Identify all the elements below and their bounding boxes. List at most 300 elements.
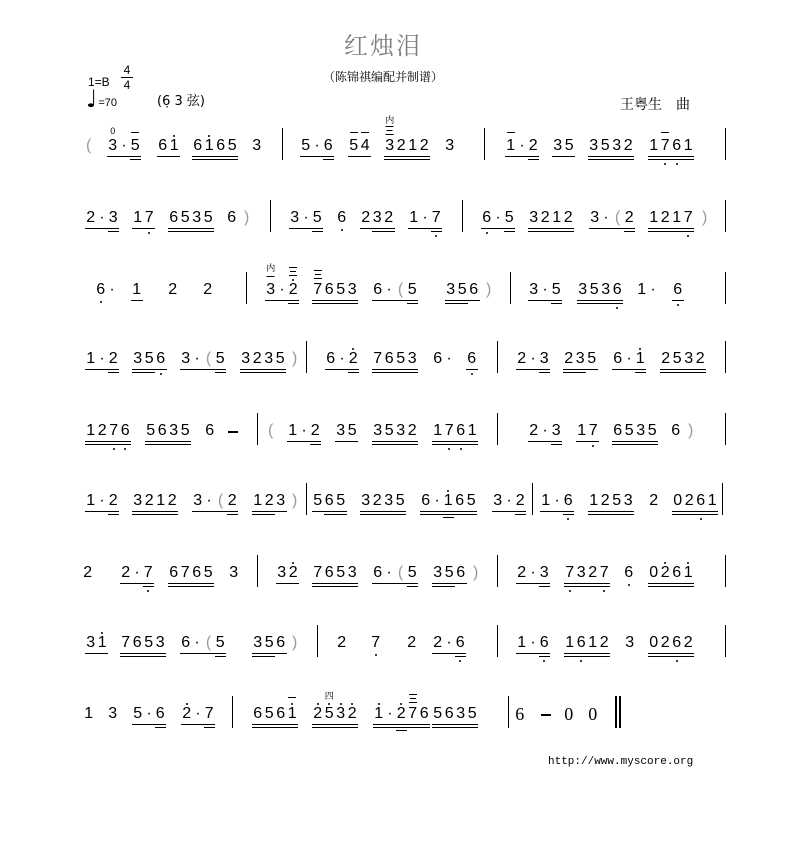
duration-underline	[119, 156, 130, 157]
duration-underline	[252, 727, 264, 728]
low-octave-dot	[664, 163, 666, 165]
duration-underline	[611, 514, 623, 515]
augmentation-dot: ·	[517, 137, 528, 155]
note: 1	[169, 137, 181, 155]
note: 5	[624, 422, 636, 440]
duration-underline	[695, 372, 707, 373]
high-octave-dot	[378, 703, 380, 705]
note: 2	[528, 422, 540, 440]
duration-underline	[155, 656, 167, 657]
duration-underline	[396, 727, 408, 728]
duration-underline	[287, 441, 299, 442]
duration-underline	[263, 372, 275, 373]
duration-underline	[396, 730, 408, 731]
duration-underline	[552, 156, 564, 157]
duration-underline	[383, 514, 395, 515]
low-octave-dot	[148, 232, 150, 234]
note-group	[107, 126, 141, 155]
duration-underline	[108, 372, 120, 373]
note-group	[192, 492, 238, 510]
duration-underline	[180, 441, 192, 442]
duration-underline	[539, 369, 551, 370]
duration-underline	[587, 656, 599, 657]
finger-3-mark	[289, 267, 297, 276]
note-group	[83, 705, 95, 723]
duration-underline	[360, 514, 372, 515]
note-group	[672, 281, 684, 299]
duration-underline	[85, 228, 97, 229]
duration-underline	[624, 228, 636, 229]
duration-underline	[85, 441, 97, 442]
duration-underline	[493, 228, 504, 229]
fingering-annotation	[507, 129, 515, 136]
note: 7	[108, 422, 120, 440]
note-group	[481, 209, 515, 227]
duration-underline	[528, 369, 539, 370]
duration-underline	[624, 444, 636, 445]
note: 5	[312, 492, 324, 510]
duration-underline	[132, 514, 144, 515]
duration-underline	[612, 300, 624, 301]
augmentation-dot: ·	[446, 350, 452, 367]
note: 1	[373, 705, 385, 723]
duration-underline	[612, 441, 624, 442]
duration-underline	[143, 583, 155, 584]
note: 1	[648, 209, 660, 227]
duration-underline	[564, 653, 576, 654]
duration-underline	[395, 441, 407, 442]
duration-underline	[192, 653, 203, 654]
duration-underline	[457, 300, 469, 301]
note-group	[516, 634, 550, 652]
note: 5	[564, 137, 576, 155]
note: 3	[455, 705, 467, 723]
barline	[484, 128, 485, 160]
duration-underline	[586, 369, 598, 370]
note-group	[466, 350, 478, 368]
note: 7	[444, 422, 456, 440]
note: 2	[660, 634, 672, 652]
note: 3	[252, 634, 264, 652]
note: 5	[312, 209, 324, 227]
duration-underline	[264, 653, 276, 654]
note: 5	[215, 350, 227, 368]
low-octave-dot	[471, 373, 473, 375]
note: 2	[372, 492, 384, 510]
high-octave-dot	[317, 703, 319, 705]
note: 3	[575, 350, 587, 368]
duration-underline	[467, 444, 479, 445]
note: 3	[360, 492, 372, 510]
duration-underline	[264, 511, 276, 512]
duration-underline	[481, 228, 493, 229]
duration-underline	[324, 583, 336, 584]
note: 6	[419, 705, 431, 723]
duration-underline	[432, 586, 444, 587]
note-group	[192, 137, 238, 155]
note: 2	[347, 705, 359, 723]
note: 3	[552, 137, 564, 155]
note: 7	[372, 350, 384, 368]
duration-underline	[444, 441, 456, 442]
augmentation-dot: ·	[493, 209, 504, 227]
repeat-close-paren: )	[473, 564, 479, 581]
finger-1-mark	[267, 276, 275, 277]
duration-underline	[576, 656, 588, 657]
note-group	[132, 350, 167, 368]
note-group	[528, 209, 574, 227]
duration-underline	[312, 511, 324, 512]
duration-underline	[623, 514, 635, 515]
duration-underline	[454, 511, 466, 512]
duration-underline	[108, 444, 120, 445]
augmentation-dot: ·	[385, 705, 396, 723]
augmentation-dot: ·	[97, 350, 108, 368]
duration-underline	[660, 228, 672, 229]
note-group	[132, 209, 155, 227]
note: 2	[396, 137, 408, 155]
duration-underline	[419, 156, 431, 157]
augmentation-dot: ·	[204, 492, 215, 510]
duration-underline	[348, 369, 360, 370]
note-group	[589, 209, 635, 227]
duration-underline	[504, 231, 516, 232]
note: 2	[348, 350, 360, 368]
duration-underline	[275, 653, 287, 654]
note: 6	[515, 704, 525, 724]
note: 1	[505, 137, 517, 155]
duration-underline	[407, 586, 419, 587]
note: 1	[588, 492, 600, 510]
note: 2	[660, 350, 672, 368]
duration-underline	[588, 514, 600, 515]
note-group	[588, 137, 634, 155]
duration-underline	[455, 583, 467, 584]
duration-underline	[145, 441, 157, 442]
duration-underline	[576, 583, 588, 584]
note: 1	[467, 422, 479, 440]
note: 3	[276, 564, 288, 582]
barline	[257, 555, 258, 587]
duration-underline	[265, 300, 277, 301]
duration-underline	[130, 156, 142, 157]
duration-underline	[684, 511, 696, 512]
fingering-annotation	[289, 266, 297, 277]
duration-underline	[612, 228, 624, 229]
duration-underline	[395, 300, 407, 301]
note: 0	[564, 704, 574, 724]
note-group	[514, 705, 526, 723]
note-group	[167, 281, 179, 299]
note: 3	[576, 564, 588, 582]
note-group	[265, 263, 299, 299]
note: 1	[84, 705, 94, 722]
duration-underline	[275, 724, 287, 725]
note-group	[372, 564, 418, 582]
duration-underline	[539, 656, 551, 657]
duration-underline	[695, 514, 707, 515]
duration-underline	[85, 653, 97, 654]
duration-underline	[348, 156, 360, 157]
duration-underline	[108, 228, 120, 229]
note: 2	[563, 350, 575, 368]
duration-underline	[347, 724, 359, 725]
note-group	[623, 564, 635, 582]
duration-underline	[275, 372, 287, 373]
note: 2	[312, 705, 324, 723]
duration-underline	[601, 228, 612, 229]
barline	[232, 696, 233, 728]
note: 1	[407, 137, 419, 155]
duration-underline	[203, 228, 215, 229]
note: 2	[97, 422, 109, 440]
duration-underline	[275, 369, 287, 370]
duration-underline	[635, 441, 647, 442]
note: 6	[252, 705, 264, 723]
duration-underline	[277, 300, 288, 301]
note-group	[287, 422, 321, 440]
augmentation-dot: ·	[312, 137, 323, 155]
note-group	[85, 422, 131, 440]
time-signature-bottom: 4	[123, 78, 131, 92]
duration-underline	[552, 511, 563, 512]
composer-credit: 王粤生 曲	[620, 96, 690, 112]
note: 3 内	[265, 281, 277, 299]
duration-underline	[589, 228, 601, 229]
duration-underline	[335, 300, 347, 301]
note: 2	[360, 209, 372, 227]
note: 3	[372, 422, 384, 440]
duration-underline	[528, 228, 540, 229]
note-group	[432, 634, 466, 652]
duration-underline	[660, 583, 672, 584]
duration-underline	[432, 441, 444, 442]
duration-underline	[312, 231, 324, 232]
repeat-open-paren: (	[86, 137, 92, 154]
note-group	[563, 705, 575, 723]
note: 6	[671, 422, 681, 439]
note: 3	[588, 137, 600, 155]
note-group	[360, 209, 395, 227]
note-group	[660, 350, 706, 368]
paren: (	[395, 281, 407, 299]
note-group	[240, 350, 286, 368]
barline	[532, 483, 533, 515]
duration-underline	[288, 583, 300, 584]
duration-underline	[600, 159, 612, 160]
duration-underline	[600, 511, 612, 512]
note-group	[132, 705, 166, 723]
duration-underline	[587, 653, 599, 654]
duration-underline	[672, 300, 684, 301]
duration-underline	[85, 444, 97, 445]
augmentation-dot: ·	[528, 350, 539, 368]
string-tuning: (6̣ 3 弦)	[157, 94, 205, 109]
note: 2	[540, 209, 552, 227]
duration-underline	[407, 300, 419, 301]
barline	[306, 341, 307, 373]
note-group	[252, 705, 298, 723]
note: 2	[563, 209, 575, 227]
note: 6	[420, 492, 432, 510]
augmentation-dot: ·	[97, 492, 108, 510]
barline	[725, 625, 726, 657]
duration-underline	[373, 727, 385, 728]
finger-1-mark	[661, 132, 669, 133]
duration-underline	[108, 369, 120, 370]
low-octave-dot	[435, 235, 437, 237]
duration-underline	[683, 228, 695, 229]
augmentation-dot: ·	[193, 705, 204, 723]
duration-underline	[323, 159, 335, 160]
note: 7	[180, 564, 192, 582]
note: 5	[466, 492, 478, 510]
duration-underline	[372, 369, 384, 370]
note-group	[384, 115, 430, 155]
duration-underline	[695, 369, 707, 370]
note: 3	[683, 350, 695, 368]
duration-underline	[167, 511, 179, 512]
augmentation-dot: ·	[540, 281, 551, 299]
note-group	[145, 422, 191, 440]
note: 6	[227, 209, 237, 226]
note-group	[312, 492, 347, 510]
duration-underline	[683, 372, 695, 373]
duration-underline	[289, 228, 301, 229]
note: 6	[275, 705, 287, 723]
duration-underline	[204, 156, 216, 157]
duration-underline	[612, 369, 624, 370]
duration-underline	[132, 511, 144, 512]
duration-underline	[432, 583, 444, 584]
duration-underline	[324, 727, 336, 728]
augmentation-dot: ·	[144, 705, 155, 723]
duration-underline	[707, 511, 719, 512]
note: 3	[407, 350, 419, 368]
duration-underline	[215, 372, 227, 373]
note: 5	[600, 137, 612, 155]
note: 1	[204, 137, 216, 155]
duration-underline	[132, 369, 144, 370]
note: 6	[455, 422, 467, 440]
note-group	[252, 492, 287, 510]
note: 7	[660, 137, 672, 155]
duration-underline	[312, 724, 324, 725]
note: 3	[275, 492, 287, 510]
duration-underline	[516, 369, 528, 370]
note: 1	[635, 350, 647, 368]
duration-underline	[337, 369, 348, 370]
augmentation-dot: ·	[384, 564, 395, 582]
duration-underline	[588, 156, 600, 157]
note: 1	[540, 492, 552, 510]
duration-underline	[264, 724, 276, 725]
duration-underline	[623, 159, 635, 160]
augmentation-dot: ·	[624, 350, 635, 368]
note-group	[577, 281, 623, 299]
duration-underline	[660, 159, 672, 160]
duration-underline	[180, 231, 192, 232]
duration-underline	[683, 159, 695, 160]
repeat-close-paren: )	[244, 209, 250, 226]
note: 2	[684, 492, 696, 510]
note: 2	[144, 492, 156, 510]
low-octave-dot	[616, 307, 618, 309]
note: 6	[672, 281, 684, 299]
augmentation-dot: ·	[444, 634, 455, 652]
note: 6	[454, 492, 466, 510]
note-group	[168, 209, 214, 227]
duration-underline	[191, 586, 203, 587]
duration-underline	[600, 514, 612, 515]
augmentation-dot: ·	[552, 492, 563, 510]
sustain-dash	[228, 431, 238, 433]
duration-underline	[551, 300, 563, 301]
duration-underline	[454, 514, 466, 515]
note: 3	[335, 705, 347, 723]
low-octave-dot	[567, 518, 569, 520]
note: 7	[312, 564, 324, 582]
note-group	[432, 705, 478, 723]
duration-underline	[373, 724, 385, 725]
duration-underline	[563, 231, 575, 232]
duration-underline	[372, 511, 384, 512]
duration-underline	[648, 586, 660, 587]
duration-underline	[612, 444, 624, 445]
note: 2	[407, 422, 419, 440]
note-group	[336, 209, 348, 227]
duration-underline	[204, 159, 216, 160]
note: 6	[671, 564, 683, 582]
duration-underline	[564, 586, 576, 587]
note: 3	[85, 634, 97, 652]
note: 3	[191, 209, 203, 227]
augmentation-dot: ·	[301, 209, 312, 227]
repeat-close-paren: )	[292, 634, 298, 651]
duration-underline	[539, 653, 551, 654]
duration-underline	[335, 511, 347, 512]
fingering-annotation	[131, 129, 139, 136]
note-group	[85, 350, 119, 368]
note: 6	[433, 350, 443, 367]
note-group	[420, 492, 477, 510]
note: 3	[577, 281, 589, 299]
duration-underline	[155, 514, 167, 515]
duration-underline	[181, 724, 193, 725]
duration-underline	[528, 653, 539, 654]
duration-underline	[384, 300, 395, 301]
note-group	[372, 350, 418, 368]
duration-underline	[347, 583, 359, 584]
note: 2	[337, 634, 347, 651]
duration-underline	[312, 586, 324, 587]
note: 2	[587, 564, 599, 582]
note-group	[370, 634, 382, 652]
duration-underline	[420, 228, 431, 229]
duration-underline	[431, 231, 443, 232]
duration-underline	[445, 303, 457, 304]
note: 6	[576, 634, 588, 652]
duration-underline	[407, 724, 419, 725]
duration-underline	[575, 372, 587, 373]
note: 6	[671, 634, 683, 652]
duration-underline	[624, 369, 635, 370]
note: 5	[132, 705, 144, 723]
paren: (	[395, 564, 407, 582]
note: 3	[155, 634, 167, 652]
barline	[725, 272, 726, 304]
duration-underline	[108, 514, 120, 515]
